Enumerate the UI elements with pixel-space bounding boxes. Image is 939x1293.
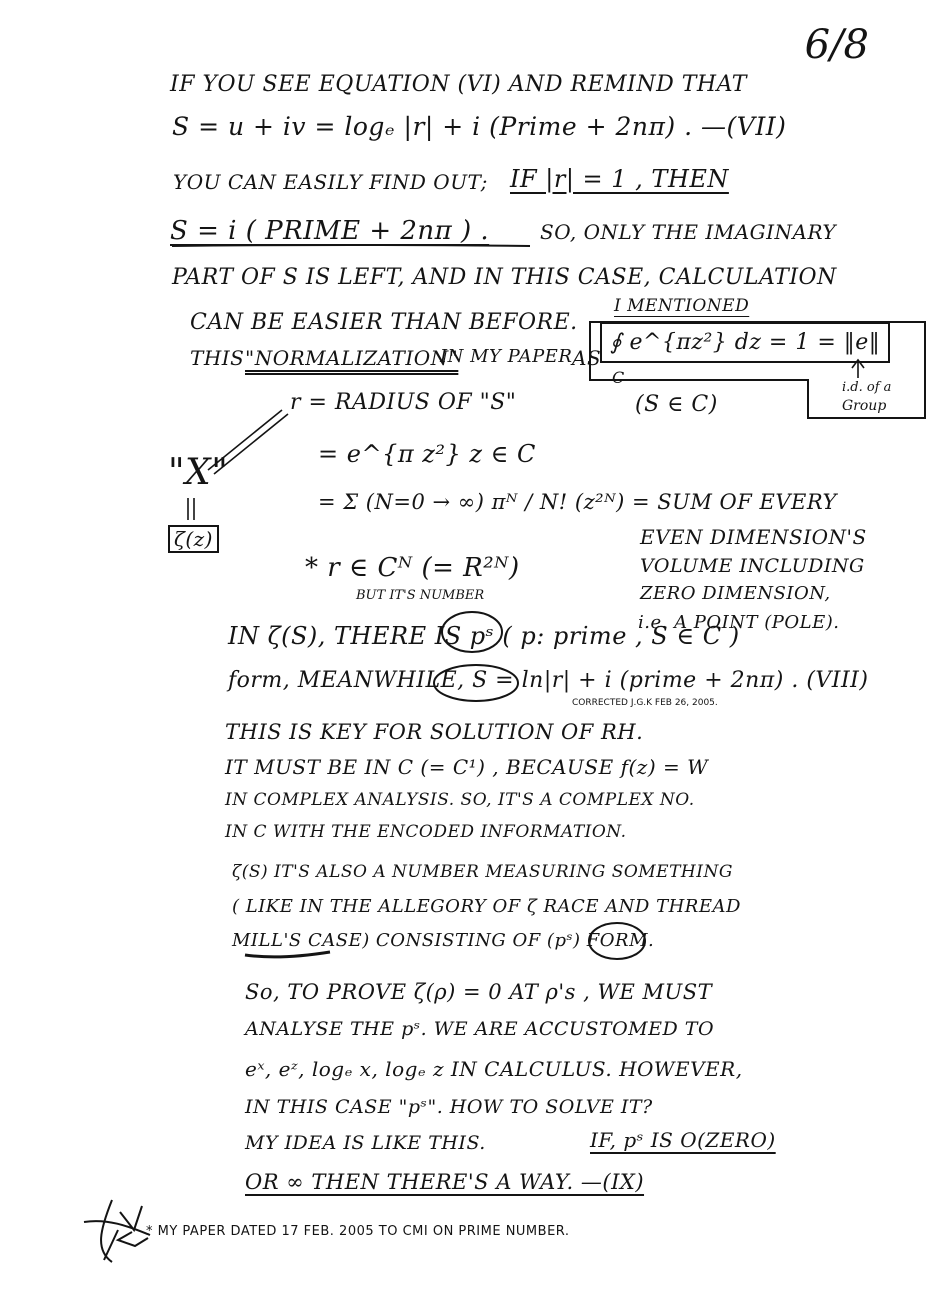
identity-note: i.d. of a	[842, 380, 892, 395]
ps-circle	[442, 612, 502, 652]
even-dimension: EVEN DIMENSION'S	[640, 525, 867, 549]
line-7-this: THIS	[190, 346, 245, 370]
line-complex-analysis: IN COMPLEX ANALYSIS. SO, IT'S A COMPLEX NO.	[225, 790, 695, 810]
normalization-term: "NORMALIZATION"	[245, 346, 459, 370]
equation-ix: OR ∞ THEN THERE'S A WAY. —(IX)	[245, 1170, 645, 1194]
line-idea: MY IDEA IS LIKE THIS.	[245, 1132, 486, 1154]
but-its-number: BUT IT'S NUMBER	[356, 588, 485, 603]
line-key: THIS IS KEY FOR SOLUTION OF RH.	[225, 720, 644, 744]
s-in-c: (S ∈ C)	[635, 392, 718, 417]
line-4-tail: SO, ONLY THE IMAGINARY	[540, 220, 837, 244]
point-pole: i.e. A POINT (POLE).	[638, 612, 840, 633]
line-calculus: eˣ, eᶻ, logₑ x, logₑ z IN CALCULUS. HOWEVER,	[245, 1057, 743, 1081]
line-6: CAN BE EASIER THAN BEFORE.	[190, 310, 578, 335]
equation-vii: S = u + iv = logₑ |r| + i (Prime + 2nπ) . —(VII)	[172, 112, 787, 141]
line-measuring: ζ(S) IT'S ALSO A NUMBER MEASURING SOMETHING	[232, 862, 733, 882]
contour-label: C	[612, 368, 625, 387]
radius-exp: = e^{π z²} z ∈ C	[318, 440, 536, 468]
normalization-frame	[590, 322, 925, 418]
line-to-prove: So, TO PROVE ζ(ρ) = 0 AT ρ's , WE MUST	[245, 980, 713, 1004]
line-encoded: IN C WITH THE ENCODED INFORMATION.	[225, 822, 627, 842]
volume-including: VOLUME INCLUDING	[640, 555, 865, 577]
line-allegory: ( LIKE IN THE ALLEGORY OF ζ RACE AND THREAD	[232, 896, 741, 917]
ps-form-circle	[589, 923, 645, 959]
page-number: 6/8	[804, 22, 869, 68]
imaginary-equation: S = i ( PRIME + 2nπ ) .	[170, 216, 490, 246]
line-consisting: MILL'S CASE) CONSISTING OF (pˢ) FORM.	[232, 930, 655, 951]
line-3: YOU CAN EASILY FIND OUT;	[173, 170, 488, 194]
signature-mark	[84, 1200, 150, 1262]
footnote: * MY PAPER DATED 17 FEB. 2005 TO CMI ON PRIME NUMBER.	[146, 1224, 570, 1239]
up-arrow-icon	[852, 360, 864, 378]
zeta-box: ζ(z)	[168, 525, 219, 553]
radius-line: r = RADIUS OF "S"	[290, 390, 517, 415]
line-this-case: IN THIS CASE "pˢ". HOW TO SOLVE IT?	[245, 1096, 653, 1118]
line-6-mention: I MENTIONED	[614, 296, 750, 316]
separator-stroke	[172, 245, 530, 246]
line-1: IF YOU SEE EQUATION (VI) AND REMIND THAT	[170, 72, 747, 97]
series-line: = Σ (N=0 → ∞) πᴺ / N! (z²ᴺ) = SUM OF EVERY	[318, 490, 837, 514]
r-in-cn: * r ∈ Cᴺ (= R²ᴺ)	[305, 553, 520, 583]
normalization-box: ∮ e^{πz²} dz = 1 = ‖e‖	[600, 322, 890, 363]
equals-link	[188, 498, 194, 520]
line-idea-condition: IF, pˢ IS O(ZERO)	[590, 1128, 776, 1152]
line-5: PART OF S IS LEFT, AND IN THIS CASE, CALCULATION	[172, 265, 837, 290]
line-7-as: AS	[572, 346, 602, 370]
mill-underline	[245, 952, 330, 957]
group-note: Group	[842, 398, 887, 414]
zeta-ps-line: IN ζ(S), THERE IS pˢ ( p: prime , S ∈ C )	[228, 622, 740, 650]
line-must-be: IT MUST BE IN C (= C¹) , BECAUSE f(z) = W	[225, 755, 709, 779]
x-symbol: "X"	[168, 452, 229, 493]
line-7-paper: IN MY PAPER	[440, 346, 573, 367]
correction-note: CORRECTED J.G.K FEB 26, 2005.	[572, 698, 718, 708]
ln-r-circle	[434, 665, 518, 701]
line-analyse: ANALYSE THE pˢ. WE ARE ACCUSTOMED TO	[245, 1018, 715, 1040]
equation-viii: form, MEANWHILE, S = ln|r| + i (prime + 2nπ) . (VIII)	[228, 668, 869, 693]
line-3-condition: IF |r| = 1 , THEN	[510, 165, 729, 193]
pointer-strokes	[208, 410, 288, 474]
zero-dimension: ZERO DIMENSION,	[640, 583, 831, 604]
